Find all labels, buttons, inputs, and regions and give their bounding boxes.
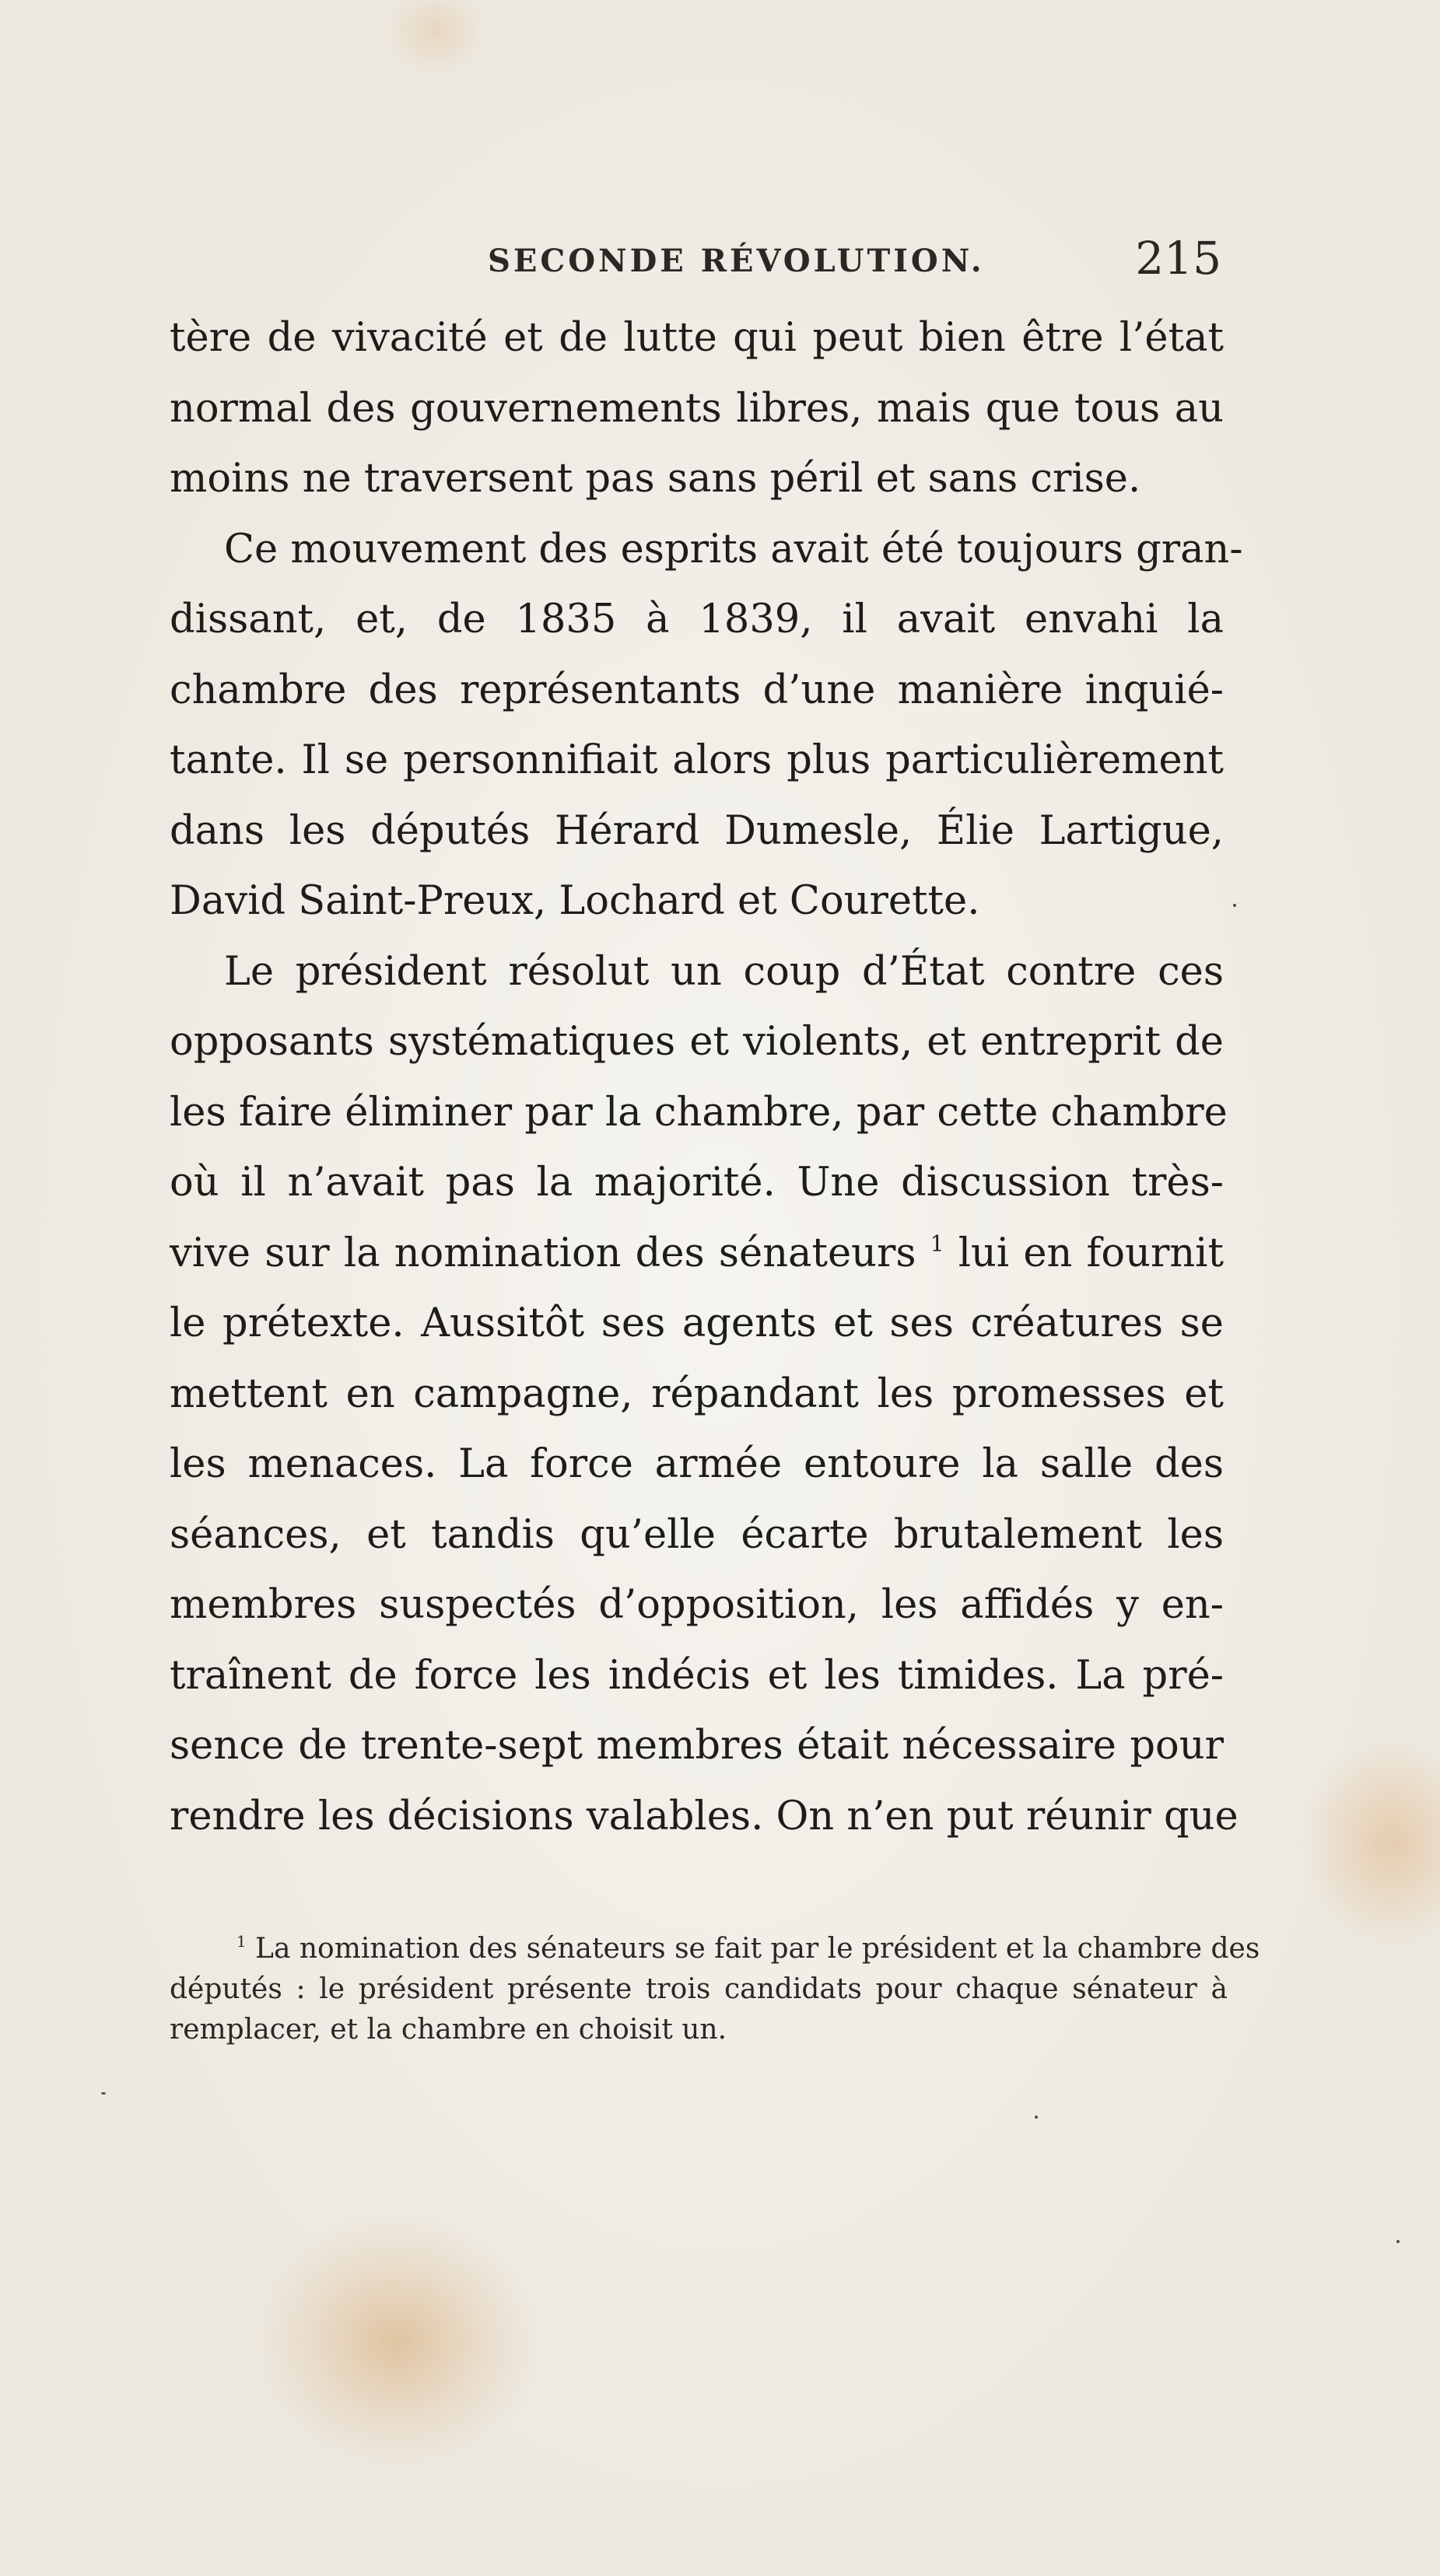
text-line: Le président résolut un coup d’État contre ces (224, 948, 1224, 995)
text-line: tante. Il se personnifiait alors plus particulièrement (170, 737, 1224, 783)
text-line-with-footnote-ref (170, 1219, 1224, 1290)
running-title: SECONDE RÉVOLUTION. (488, 243, 985, 279)
text-line: séances, et tandis qu’elle écarte brutalement les (170, 1511, 1224, 1558)
footnote-marker: 1 (236, 1933, 247, 1951)
text-line: rendre les décisions valables. On n’en put réunir que (170, 1793, 1239, 1839)
footnote (170, 1929, 1260, 2050)
text-line: traînent de force les indécis et les timides. La pré- (170, 1652, 1224, 1699)
ink-speck (1035, 2116, 1038, 2119)
footnote-reference: 1 (930, 1230, 944, 1256)
text-line: normal des gouvernements libres, mais que tous au (170, 385, 1224, 432)
text-line: Ce mouvement des esprits avait été toujours gran- (224, 526, 1243, 572)
text-line: opposants systématiques et violents, et entreprit de (170, 1019, 1224, 1065)
footnote-line: députés : le président présente trois candidats pour chaque sénateur à (170, 1973, 1228, 2005)
text-line: tère de vivacité et de lutte qui peut bien être l’état (170, 315, 1224, 361)
text-line: dans les députés Hérard Dumesle, Élie Lartigue, (170, 807, 1224, 854)
ink-speck (1233, 904, 1236, 907)
text-line: moins ne traversent pas sans péril et sans crise. (170, 456, 1141, 502)
text-line: sence de trente-sept membres était nécessaire pour (170, 1723, 1224, 1769)
page-header (167, 232, 1221, 286)
text-line: les menaces. La force armée entoure la salle des (170, 1441, 1224, 1487)
body-text (170, 303, 1243, 1852)
text-line: mettent en campagne, répandant les promesses et (170, 1370, 1224, 1417)
text-line: chambre des représentants d’une manière inquié- (170, 667, 1224, 713)
footnote-line (170, 1929, 1260, 1969)
text-line: où il n’avait pas la majorité. Une discussion très- (170, 1160, 1224, 1206)
text-line: le prétexte. Aussitôt ses agents et ses créatures se (170, 1300, 1224, 1346)
text-line: dissant, et, de 1835 à 1839, il avait envahi la (170, 597, 1224, 642)
text-segment: lui en fournit (958, 1230, 1224, 1276)
text-line: les faire éliminer par la chambre, par cette chambre (170, 1089, 1228, 1136)
footnote-text: La nomination des sénateurs se fait par le président et la chambre des (255, 1933, 1260, 1965)
ink-speck (1396, 2240, 1400, 2243)
text-line: David Saint-Preux, Lochard et Courette. (170, 878, 980, 924)
text-segment: vive sur la nomination des sénateurs (170, 1230, 916, 1276)
ink-speck (101, 2092, 106, 2095)
text-line: membres suspectés d’opposition, les affidés y en- (170, 1582, 1224, 1628)
footnote-line: remplacer, et la chambre en choisit un. (170, 2014, 727, 2046)
page-number: 215 (1135, 232, 1221, 285)
